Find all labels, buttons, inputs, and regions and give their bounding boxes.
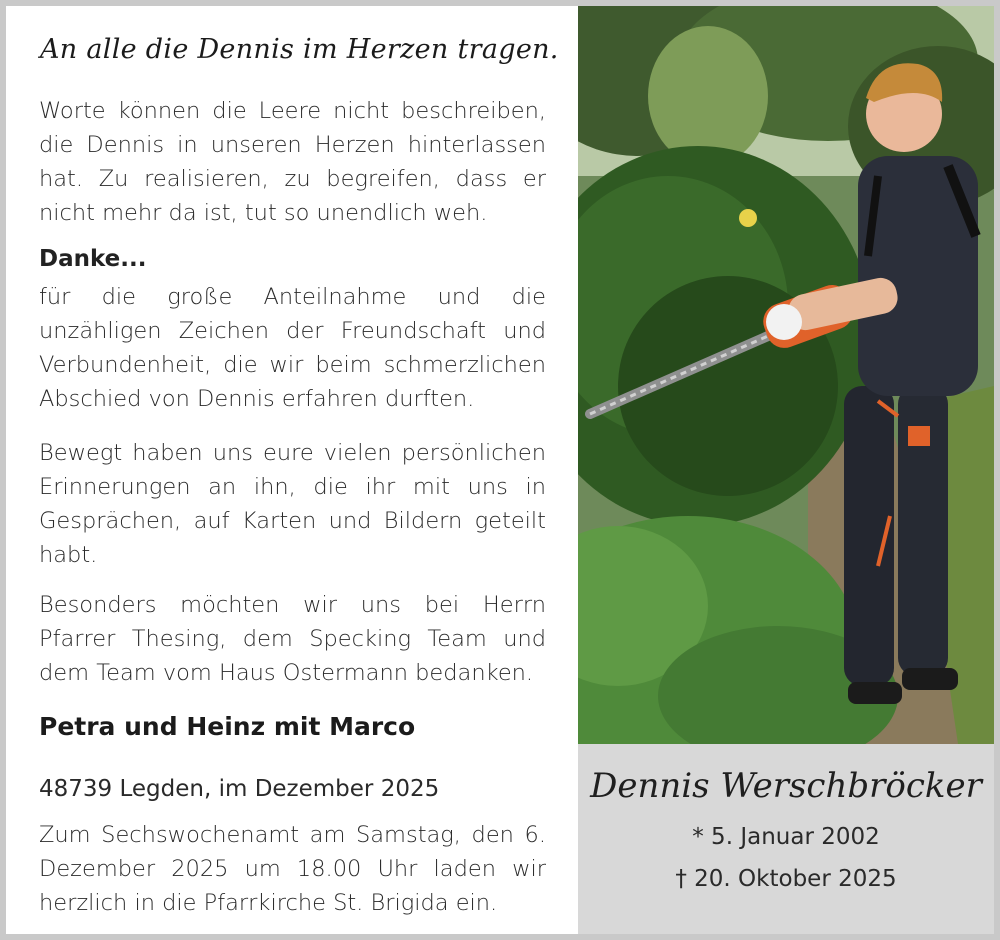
danke-heading: Danke... bbox=[39, 246, 147, 272]
place-date: 48739 Legden, im Dezember 2025 bbox=[39, 776, 440, 802]
deceased-name: Dennis Werschbröcker bbox=[590, 766, 982, 806]
text-column bbox=[6, 6, 578, 934]
paragraph-words: Worte können die Leere nicht beschreiben, die Dennis in unseren Herzen hinterlassen hat. Zu realisieren, zu begreifen, dass er nicht mehr da ist, tut so unendlich weh. bbox=[39, 98, 546, 226]
portrait-photo bbox=[578, 6, 994, 744]
headline: An alle die Dennis im Herzen tragen. bbox=[40, 34, 559, 65]
photo-column bbox=[578, 6, 994, 934]
death-date: † 20. Oktober 2025 bbox=[675, 866, 897, 892]
signature: Petra und Heinz mit Marco bbox=[39, 712, 416, 741]
paragraph-thanks: für die große Anteilnahme und die unzähligen Zeichen der Freundschaft und Verbundenheit, die wir beim schmerzlichen Abschied von Dennis erfahren durften. bbox=[39, 284, 546, 412]
obituary-card bbox=[6, 6, 994, 934]
birth-date: * 5. Januar 2002 bbox=[692, 824, 880, 850]
paragraph-memories: Bewegt haben uns eure vielen persönlichen Erinnerungen an ihn, die ihr mit uns in Gesprächen, auf Karten und Bildern geteilt habt. bbox=[39, 440, 546, 568]
paragraph-mass-invitation: Zum Sechswochenamt am Samstag, den 6. Dezember 2025 um 18.00 Uhr laden wir herzlich in die Pfarrkirche St. Brigida ein. bbox=[39, 822, 546, 916]
paragraph-special-thanks: Besonders möchten wir uns bei Herrn Pfarrer Thesing, dem Specking Team und dem Team vom Haus Ostermann bedanken. bbox=[39, 592, 546, 686]
